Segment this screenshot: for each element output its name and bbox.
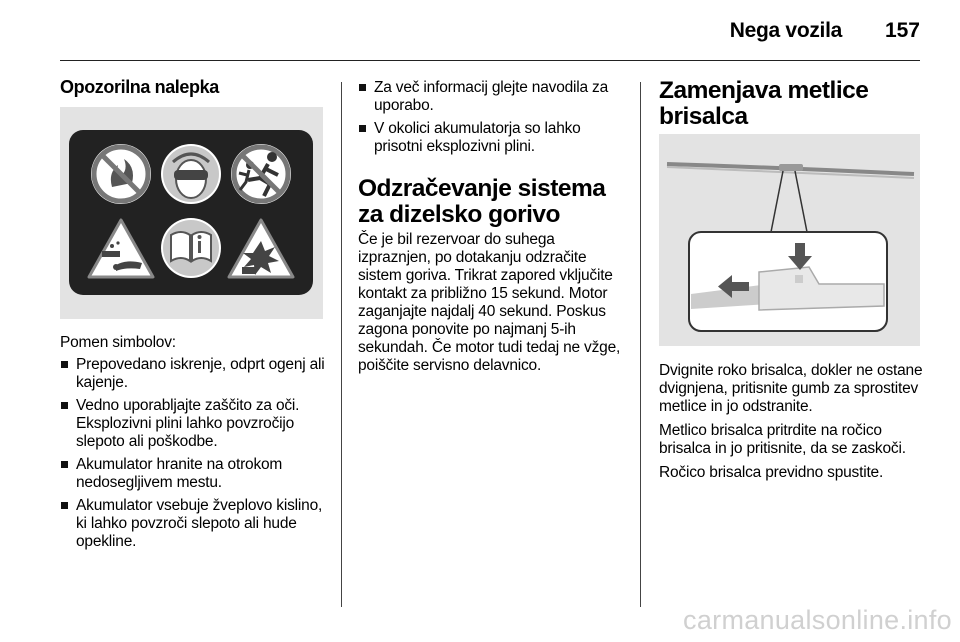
page-header	[60, 0, 920, 61]
list-item-text: Prepovedano iskrenje, odprt ogenj ali kajenje.	[76, 356, 325, 391]
paragraph: Ročico brisalca previdno spustite.	[659, 464, 884, 481]
column-divider-right	[640, 82, 641, 607]
warning-label-figure	[60, 107, 323, 319]
wiper-instructions	[659, 362, 927, 482]
bullet-square-icon	[61, 461, 68, 468]
fuel-system-paragraph	[358, 231, 630, 375]
fuel-system-heading: Odzračevanje sistema za dizelsko gorivo	[358, 175, 606, 228]
bullet-square-icon	[61, 402, 68, 409]
bullet-square-icon	[61, 361, 68, 368]
list-item-text: V okolici akumulatorja so lahko prisotni eksplozivni plini.	[374, 120, 581, 155]
list-item	[60, 356, 330, 392]
list-item-text: Akumulator vsebuje žveplovo kislino, ki lahko povzroči slepoto ali hude opekline.	[76, 497, 323, 550]
symbols-list	[60, 356, 330, 556]
watermark: carmanualsonline.info	[683, 605, 952, 635]
column-divider-left	[341, 82, 342, 607]
list-item	[358, 120, 626, 156]
list-item-text: Akumulator hranite na otrokom nedosegljivem mestu.	[76, 456, 283, 491]
list-item	[60, 397, 330, 451]
keep-away-children-icon	[231, 144, 291, 204]
read-manual-icon	[161, 218, 221, 278]
warning-label-illustration	[60, 107, 323, 319]
paragraph: Če je bil rezervoar do suhega izpraznjen, po dotakanju odzračite sistem goriva. Trikrat zapored vključite kontakt za približno 15 sekund. Motor zaganjajte najdalj 40 sekund. Poskus zagona ponovite po najmanj 5-ih sekundah. Če motor tudi tedaj ne vžge, poiščite servisno delavnico.	[358, 231, 621, 374]
list-item-text: Za več informacij glejte navodila za uporabo.	[374, 79, 609, 114]
list-item	[60, 497, 330, 551]
wiper-blade-illustration	[659, 134, 920, 346]
list-item-text: Vedno uporabljajte zaščito za oči. Eksplozivni plini lahko povzročijo slepoto ali poškodbe.	[76, 397, 300, 450]
wiper-blade-figure	[659, 134, 920, 346]
wiper-blade-heading: Zamenjava metlice brisalca	[659, 77, 869, 130]
symbols-intro: Pomen simbolov:	[60, 334, 176, 351]
list-item	[60, 456, 330, 492]
paragraph: Dvignite roko brisalca, dokler ne ostane dvignjena, pritisnite gumb za sprostitev metlice in jo odstranite.	[659, 362, 923, 415]
battery-notes-list	[358, 79, 626, 161]
list-item	[358, 79, 626, 115]
warning-label-heading: Opozorilna nalepka	[60, 77, 219, 97]
eye-protection-icon	[161, 144, 221, 204]
bullet-square-icon	[359, 125, 366, 132]
page-number: 157	[884, 19, 920, 42]
bullet-square-icon	[61, 502, 68, 509]
bullet-square-icon	[359, 84, 366, 91]
section-title: Nega vozila	[729, 19, 842, 42]
no-fire-icon	[91, 144, 151, 204]
paragraph: Metlico brisalca pritrdite na ročico brisalca in jo pritisnite, da se zaskoči.	[659, 422, 906, 457]
